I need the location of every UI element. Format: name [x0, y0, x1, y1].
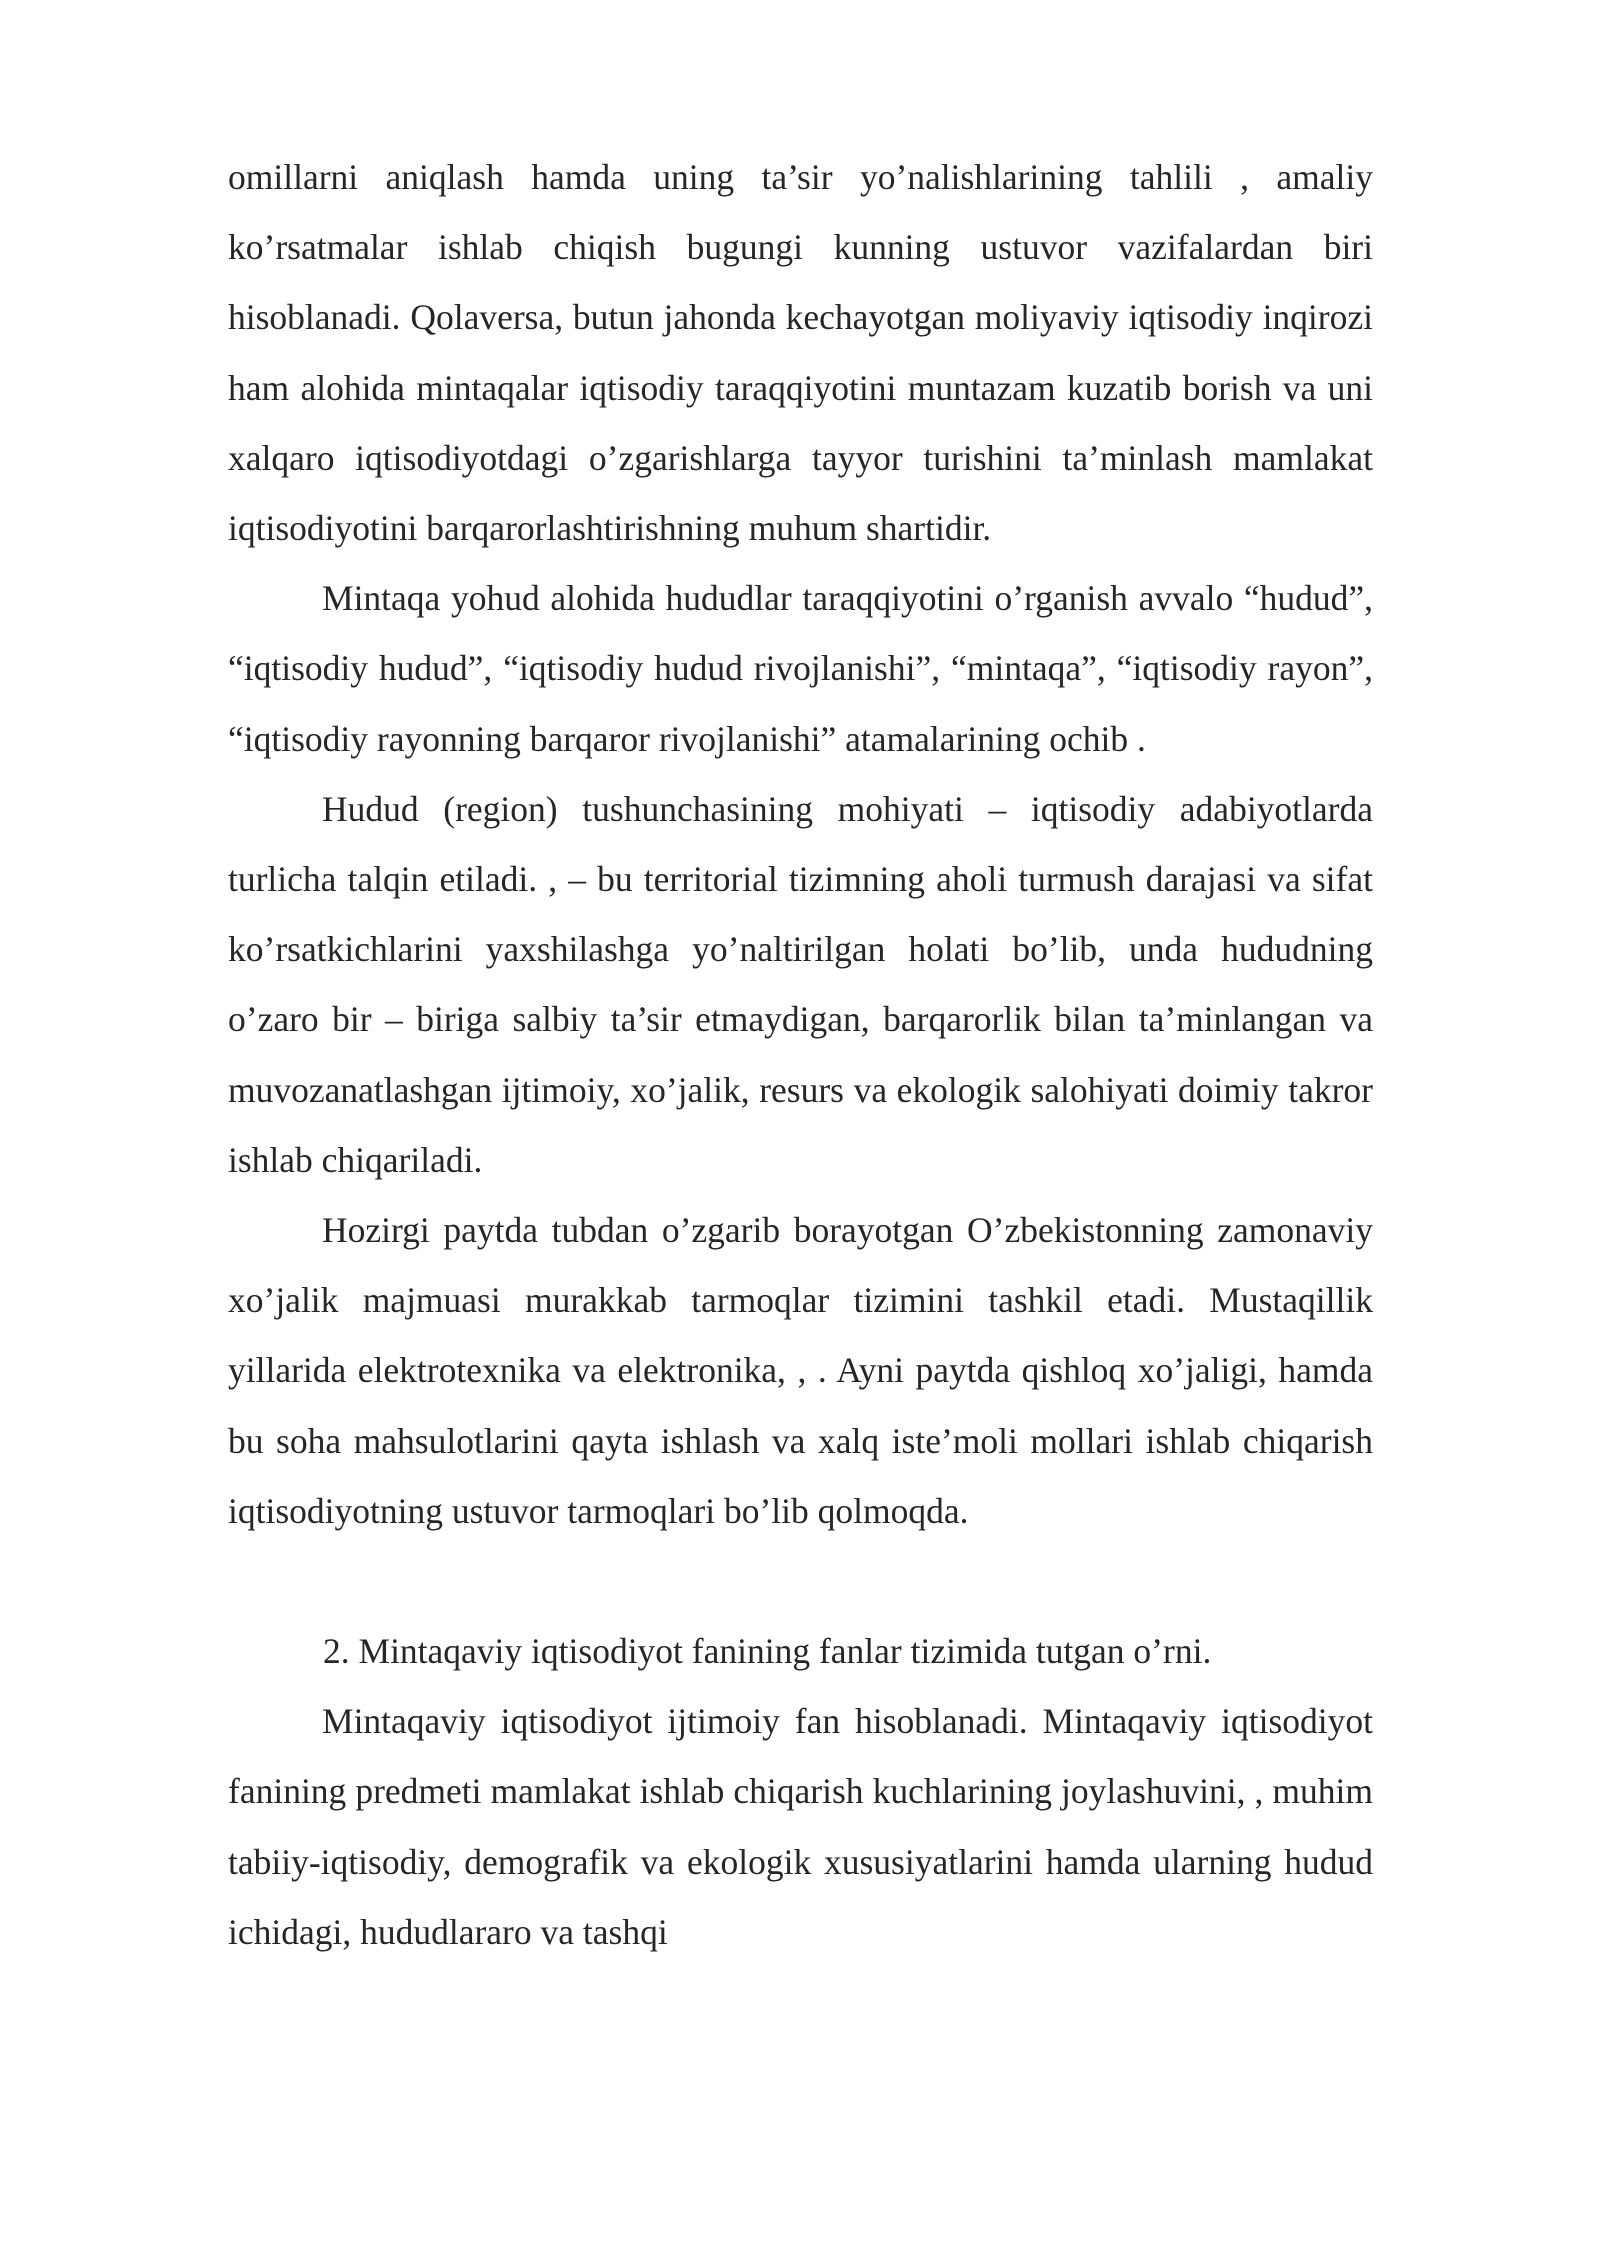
paragraph-hudud: Hudud (region) tushunchasining mohiyati – iqtisodiy adabiyotlarda turlicha talqin etiladi. , – bu territorial tizimning aholi turmush darajasi va sifat ko’rsatkichlarini yaxshilashga yo’naltirilgan holati bo’lib, unda hududning o’zaro bir – biriga salbiy ta’sir etmaydigan, barqarorlik bilan ta’minlangan va muvozanatlashgan ijtimoiy, xo’jalik, resurs va ekologik salohiyati doimiy takror ishlab chiqariladi. — [228, 788, 1373, 1180]
paragraph-hozirgi: Hozirgi paytda tubdan o’zgarib borayotgan O’zbekistonning zamonaviy xo’jalik majmuasi murakkab tarmoqlar tizimini tashkil etadi. Mustaqillik yillarida elektrotexnika va elektronika, , . Ayni paytda qishloq xo’jaligi, hamda bu soha mahsulotlarini qayta ishlash va xalq iste’moli mollari ishlab chiqarish iqtisodiyotning ustuvor tarmoqlari bo’lib qolmoqda. — [228, 1210, 1373, 1531]
paragraph-mintaqa: Mintaqa yohud alohida hududlar taraqqiyotini o’rganish avvalo “hudud”, “iqtisodiy hudud”, “iqtisodiy hudud rivojlanishi”, “mintaqa”, “iqtisodiy rayon”, “iqtisodiy rayonning barqaror rivojlanishi” atamalarining ochib . — [228, 578, 1373, 759]
paragraph-section: Mintaqaviy iqtisodiyot ijtimoiy fan hisoblanadi. Mintaqaviy iqtisodiyot fanining predmeti mamlakat ishlab chiqarish kuchlarining joylashuvini, , muhim tabiiy-iqtisodiy, demografik va ekologik xususiyatlarini hamda ularning hudud ichidagi, hududlararo va tashqi — [228, 1701, 1373, 1952]
paragraph-continuation: omillarni aniqlash hamda uning ta’sir yo’nalishlarining tahlili , amaliy ko’rsatmalar ishlab chiqish bugungi kunning ustuvor vazifalardan biri hisoblanadi. Qolaversa, butun jahonda kechayotgan moliyaviy iqtisodiy inqirozi ham alohida mintaqalar iqtisodiy taraqqiyotini muntazam kuzatib borish va uni xalqaro iqtisodiyotdagi o’zgarishlarga tayyor turishini ta’minlash mamlakat iqtisodiyotini barqarorlashtirishning muhum shartidir. — [228, 157, 1373, 549]
section-heading: 2. Mintaqaviy iqtisodiyot fanining fanlar tizimida tutgan o’rni. — [323, 1631, 1212, 1672]
document-body — [228, 142, 1373, 1967]
